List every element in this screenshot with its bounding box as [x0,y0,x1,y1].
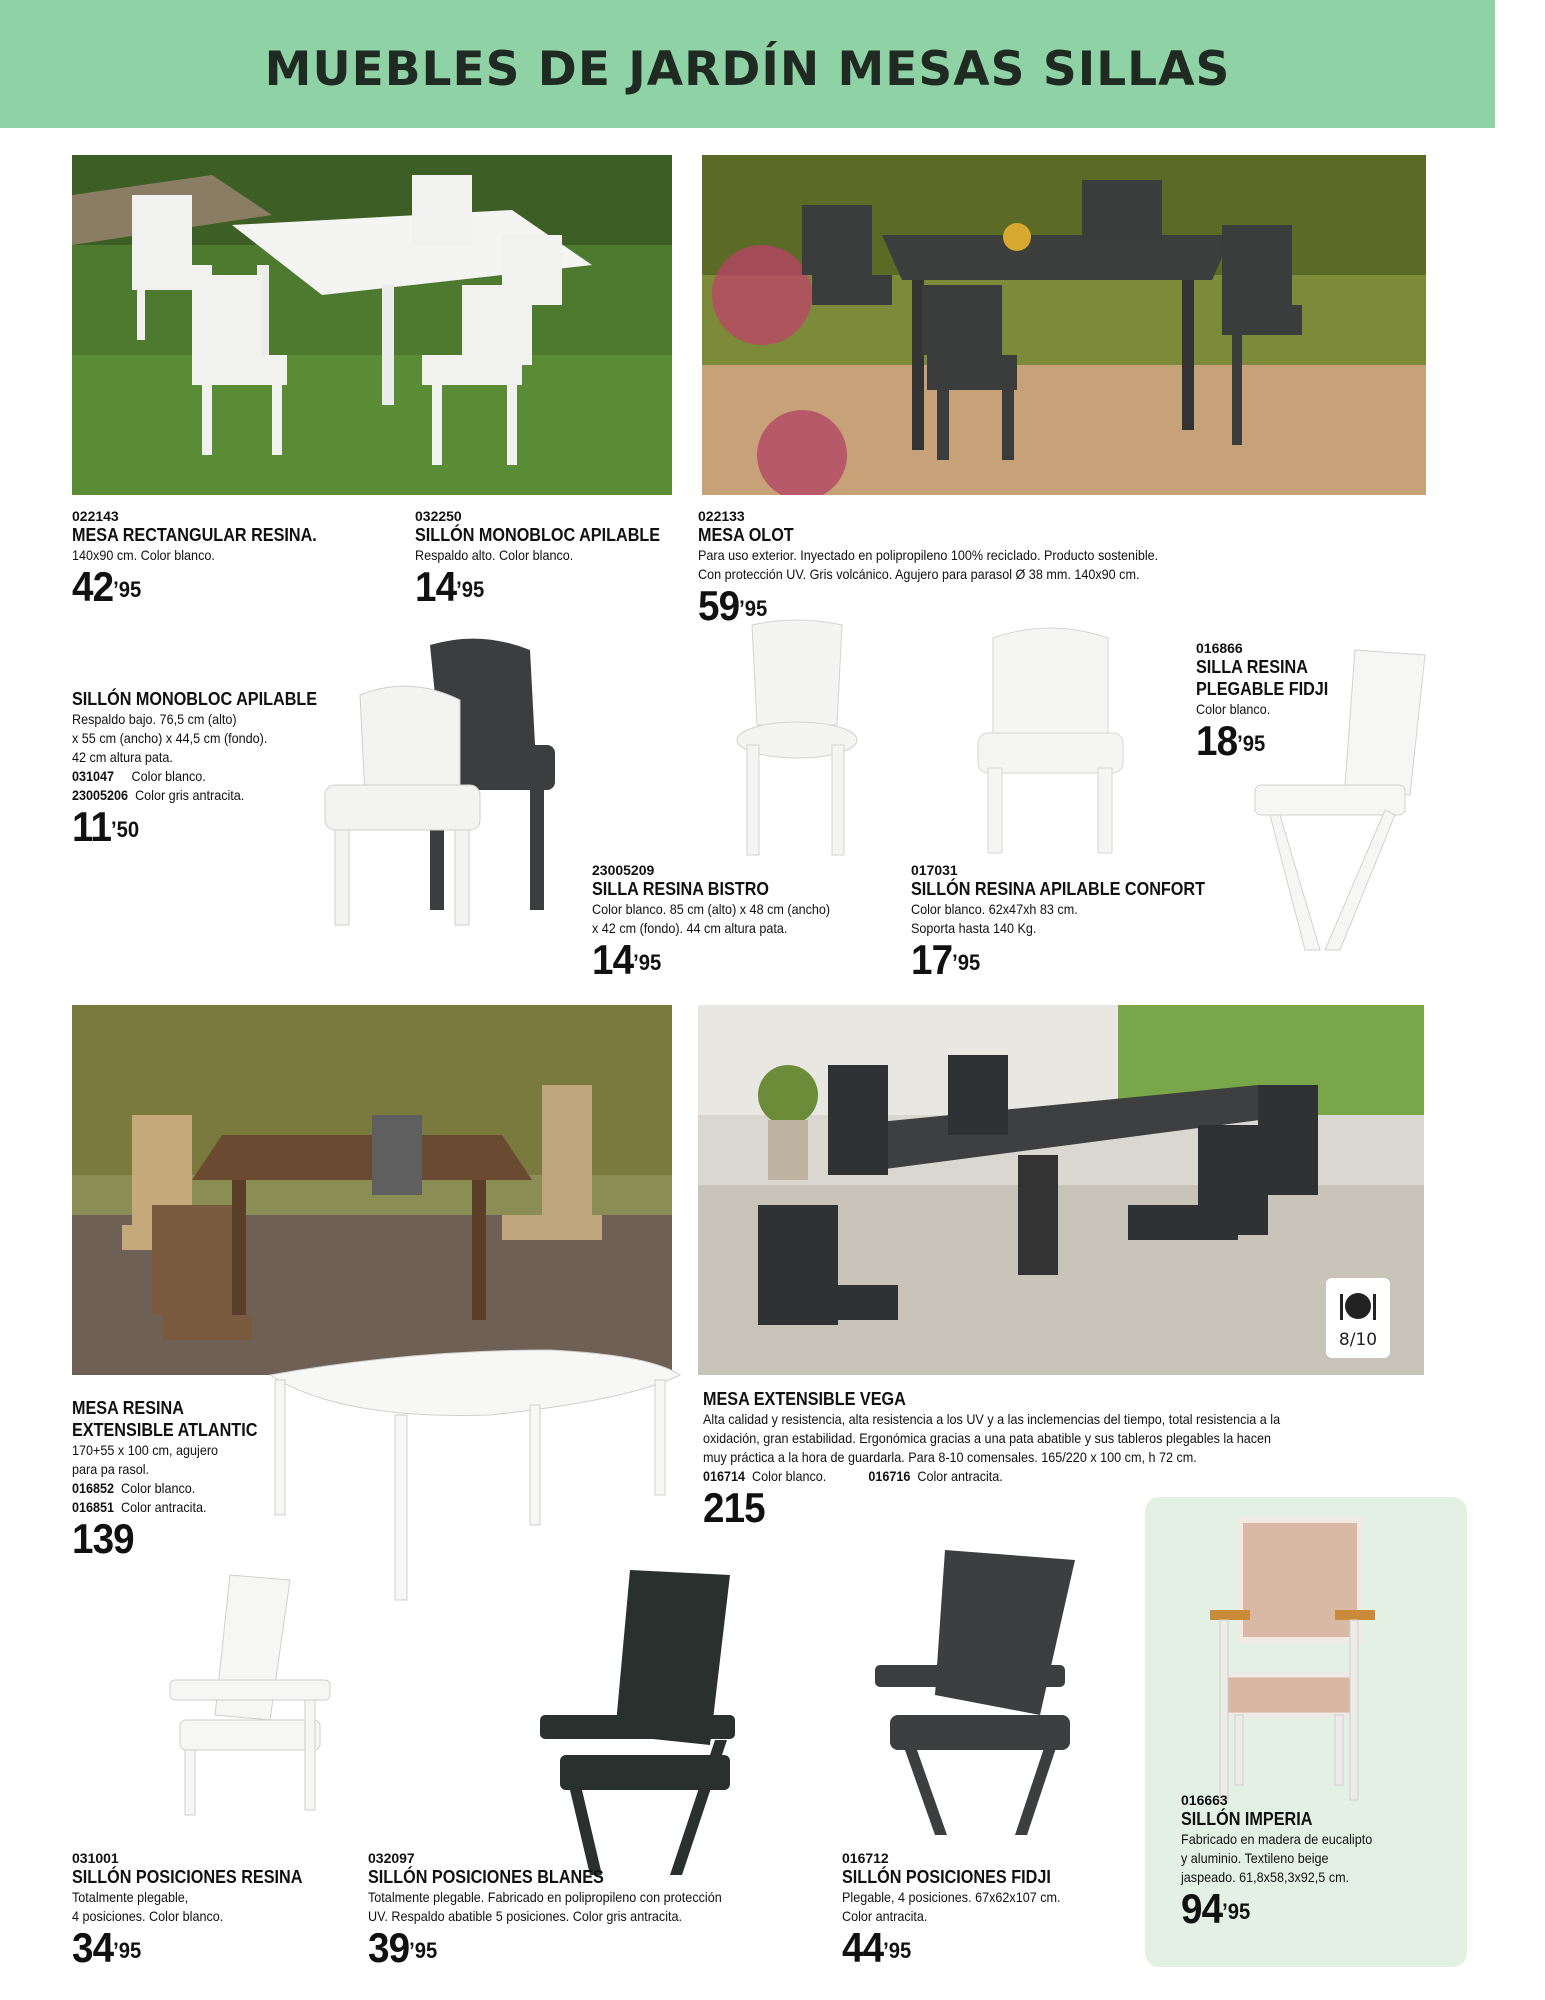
product-code: 032250 [415,508,462,524]
product-description-line: jaspeado. 61,8x58,3x92,5 cm. [1181,1869,1350,1885]
diners-count: 8/10 [1338,1330,1378,1350]
product-name: SILLÓN POSICIONES BLANES [368,1867,604,1887]
product-variant: 016851 Color antracita. [72,1499,207,1515]
page-title: MUEBLES DE JARDÍN MESAS SILLAS [264,42,1231,97]
product-name: SILLÓN MONOBLOC APILABLE [72,689,318,709]
product-mesa-rectangular-resina [72,508,372,609]
product-sillon-posiciones-fidji [842,1850,1142,1970]
product-code: 032097 [368,1850,415,1866]
product-name: SILLÓN MONOBLOC APILABLE [415,525,661,545]
image-sillon-fidji [865,1545,1080,1840]
product-variant: 016714 Color blanco. 016716 Color antracita. [703,1468,1003,1484]
product-price: $34^{’95}$ [72,1924,142,1971]
product-description-line: Color blanco. 62x47xh 83 cm. [911,901,1078,917]
product-sillon-posiciones-resina [72,1850,372,1970]
plate-cutlery-icon [1338,1286,1378,1326]
product-sillon-monobloc-alto [415,508,705,609]
product-sillon-resina-confort [911,862,1231,982]
product-silla-plegable-fidji [1196,640,1366,763]
product-description-line: Respaldo bajo. 76,5 cm (alto) [72,711,237,727]
product-description-line: Fabricado en madera de eucalipto [1181,1831,1373,1847]
product-code: 016663 [1181,1792,1228,1808]
product-price: $18^{’95}$ [1196,717,1266,764]
image-sillon-confort [968,618,1133,858]
product-description-line: UV. Respaldo abatible 5 posiciones. Color gris antracita. [368,1908,683,1924]
product-code: 022143 [72,508,119,524]
product-description-line: Con protección UV. Gris volcánico. Agujero para parasol Ø 38 mm. 140x90 cm. [698,566,1140,582]
product-description: Color blanco. [1196,701,1271,717]
diners-badge [1326,1278,1390,1358]
product-variant: 016852 Color blanco. [72,1480,196,1496]
product-description-line: Color antracita. [842,1908,928,1924]
product-code: 23005209 [592,862,655,878]
product-code: 016712 [842,1850,889,1866]
product-code: 022133 [698,508,745,524]
product-description-line: y aluminio. Textileno beige [1181,1850,1329,1866]
photo-mesa-olot-set [702,155,1426,495]
product-price: $44^{’95}$ [842,1924,912,1971]
product-price: 215 [703,1484,765,1531]
product-price: $17^{’95}$ [911,936,981,983]
product-sillon-monobloc-bajo [72,688,318,850]
product-price: $42^{’95}$ [72,563,142,610]
product-price: $94^{’95}$ [1181,1885,1251,1932]
product-description-line: Totalmente plegable, [72,1889,189,1905]
image-silla-bistro [712,615,882,860]
photo-mesa-vega-set [698,1005,1424,1375]
product-price: $39^{’95}$ [368,1924,438,1971]
product-mesa-olot [698,508,1418,628]
image-sillon-blanes [530,1565,745,1880]
product-description: Respaldo alto. Color blanco. [415,547,574,563]
product-name: SILLA RESINA BISTRO [592,879,770,899]
product-name: SILLÓN POSICIONES FIDJI [842,1867,1051,1887]
product-description-line: Alta calidad y resistencia, alta resistencia a los UV y a las inclemencias del tiempo, total resistencia a la [703,1411,1281,1427]
product-code: 017031 [911,862,958,878]
product-name: MESA EXTENSIBLE VEGA [703,1389,906,1409]
image-sillon-posiciones-resina [160,1570,340,1820]
product-description-line: 170+55 x 100 cm, agujero [72,1442,219,1458]
product-silla-resina-bistro [592,862,892,982]
product-sillon-imperia [1181,1792,1451,1931]
product-sillon-posiciones-blanes [368,1850,808,1970]
product-name: SILLÓN IMPERIA [1181,1809,1313,1829]
product-mesa-atlantic [72,1397,272,1561]
product-name-line: PLEGABLE FIDJI [1196,679,1329,699]
product-variant: 23005206 Color gris antracita. [72,787,245,803]
product-price: $14^{’95}$ [592,936,662,983]
product-name-line: MESA RESINA [72,1398,184,1418]
photo-white-table-set [72,155,672,495]
product-description-line: para pa rasol. [72,1461,150,1477]
product-name: SILLÓN RESINA APILABLE CONFORT [911,879,1206,899]
product-price: 139 [72,1515,134,1562]
product-description-line: Color blanco. 85 cm (alto) x 48 cm (ancho) [592,901,831,917]
product-description-line: x 42 cm (fondo). 44 cm altura pata. [592,920,788,936]
product-name: MESA OLOT [698,525,794,545]
product-description-line: Soporta hasta 140 Kg. [911,920,1037,936]
product-description-line: Plegable, 4 posiciones. 67x62x107 cm. [842,1889,1061,1905]
product-name-line: EXTENSIBLE ATLANTIC [72,1420,258,1440]
product-description-line: Totalmente plegable. Fabricado en polipropileno con protección [368,1889,722,1905]
product-description: 140x90 cm. Color blanco. [72,547,215,563]
image-monobloc-chairs [290,635,610,935]
product-description-line: muy práctica a la hora de guardarla. Para 8-10 comensales. 165/220 x 100 cm, h 72 cm. [703,1449,1197,1465]
photo-mesa-atlantic-set [72,1005,672,1375]
product-variant: 031047 Color blanco. [72,768,206,784]
image-sillon-imperia [1195,1515,1385,1805]
product-code: 031001 [72,1850,119,1866]
header-banner [0,0,1495,128]
product-description-line: 42 cm altura pata. [72,749,173,765]
product-description-line: x 55 cm (ancho) x 44,5 cm (fondo). [72,730,268,746]
product-name: MESA RECTANGULAR RESINA. [72,525,317,545]
product-code: 016866 [1196,640,1243,656]
product-price: $14^{’95}$ [415,563,485,610]
product-description-line: 4 posiciones. Color blanco. [72,1908,224,1924]
product-price: $11^{’50}$ [72,803,140,850]
product-description-line: Para uso exterior. Inyectado en polipropileno 100% reciclado. Producto sostenible. [698,547,1159,563]
product-name: SILLÓN POSICIONES RESINA [72,1867,303,1887]
product-name-line: SILLA RESINA [1196,657,1308,677]
product-price: $59^{’95}$ [698,582,768,629]
product-description-line: oxidación, gran estabilidad. Ergonómica gracias a una pata abatible y sus tableros plegables la hacen [703,1430,1272,1446]
